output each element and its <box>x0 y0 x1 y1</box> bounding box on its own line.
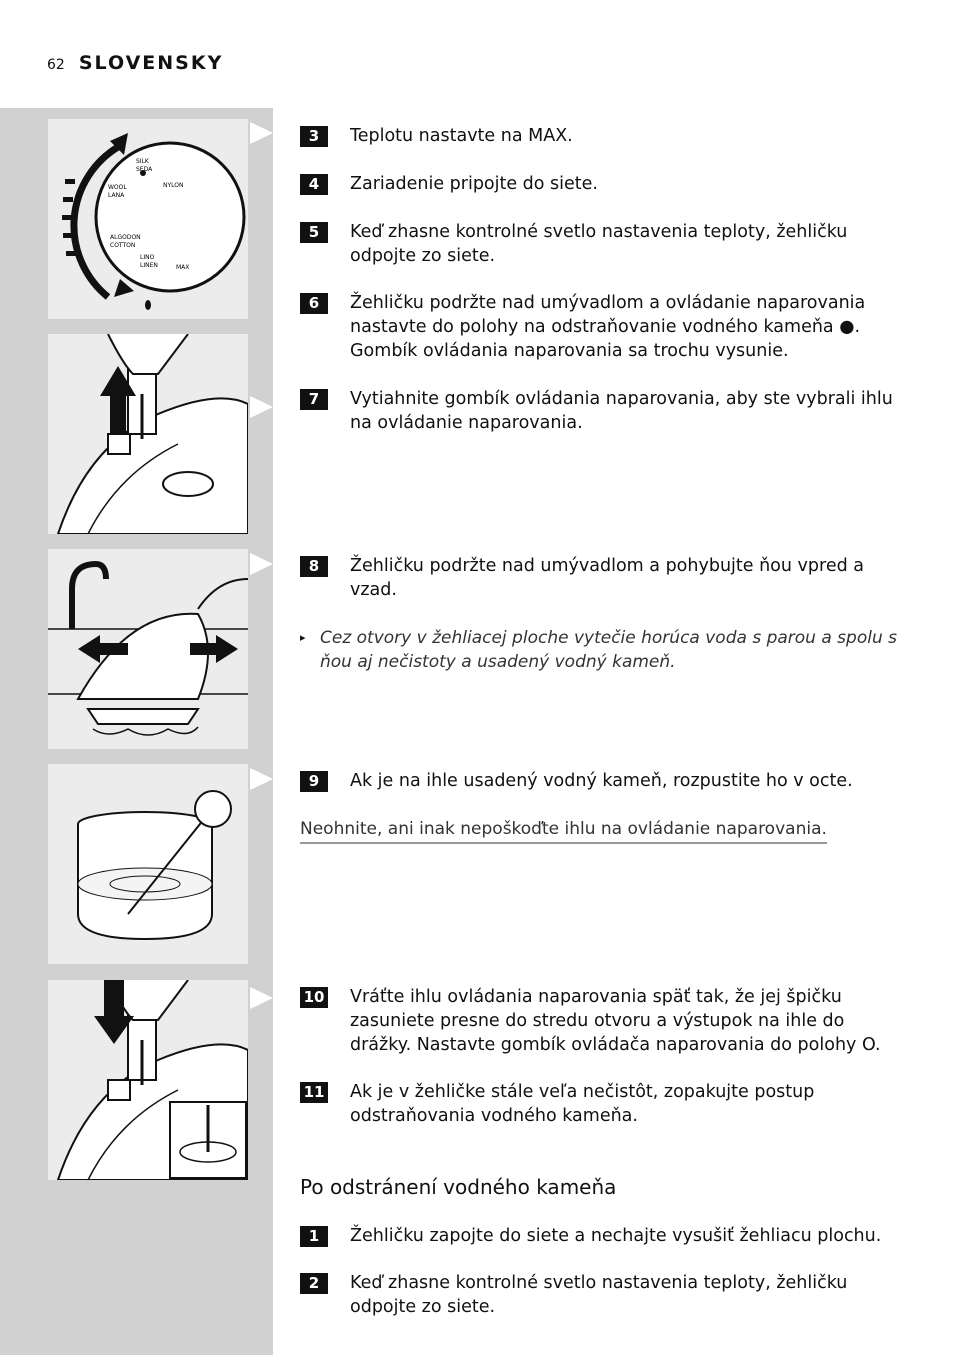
step-number: 10 <box>300 987 328 1008</box>
step-number: 7 <box>300 389 328 410</box>
illustration-reinsert-steam-needle <box>48 980 248 1180</box>
step-text: Keď zhasne kontrolné svetlo nastavenia teploty, žehličku odpojte zo siete. <box>350 222 848 266</box>
step-number: 8 <box>300 556 328 577</box>
dial-label-cotton: COTTON <box>110 242 136 249</box>
step-6 <box>300 291 910 363</box>
step-10 <box>300 985 910 1057</box>
step-number: 5 <box>300 222 328 243</box>
page-header <box>47 52 223 74</box>
dial-label-nylon: NYLON <box>163 182 184 189</box>
pointer-tab <box>250 122 273 144</box>
note-bullet: ▸ <box>300 631 306 644</box>
pointer-tab <box>250 396 273 418</box>
section-heading: Po odstránení vodného kameňa <box>300 1175 617 1199</box>
note-hot-water <box>300 626 900 674</box>
pointer-tab <box>250 553 273 575</box>
step-5 <box>300 220 910 268</box>
warning-text: Neohnite, ani inak nepoškoďte ihlu na ovládanie naparovania. <box>300 817 827 844</box>
illustration-remove-steam-needle <box>48 334 248 534</box>
dial-label-algodon: ALGODON <box>110 234 141 241</box>
step-3 <box>300 124 910 148</box>
step-number: 6 <box>300 293 328 314</box>
dial-label-lana: LANA <box>108 192 125 199</box>
step-text: Zariadenie pripojte do siete. <box>350 174 598 194</box>
step-number: 4 <box>300 174 328 195</box>
illustration-needle-in-vinegar <box>48 764 248 964</box>
step-9 <box>300 769 910 793</box>
dial-label-seda: SEDA <box>136 166 153 173</box>
dial-label-silk: SILK <box>136 158 149 165</box>
step-text: Žehličku podržte nad umývadlom a pohybujte ňou vpred a vzad. <box>350 556 864 600</box>
step-number: 3 <box>300 126 328 147</box>
step-number: 1 <box>300 1226 328 1247</box>
step-11 <box>300 1080 910 1128</box>
illustration-iron-over-sink <box>48 549 248 749</box>
dial-label-wool: WOOL <box>108 184 127 191</box>
step-text: Teplotu nastavte na MAX. <box>350 126 573 146</box>
step-number: 11 <box>300 1082 328 1103</box>
step-number: 9 <box>300 771 328 792</box>
step-text: Ak je v žehličke stále veľa nečistôt, zopakujte postup odstraňovania vodného kameňa. <box>350 1082 815 1126</box>
dial-label-lino: LINO <box>140 254 155 261</box>
step-number: 2 <box>300 1273 328 1294</box>
dial-label-max: MAX <box>176 264 190 271</box>
step-text: Žehličku podržte nad umývadlom a ovládanie naparovania nastavte do polohy na odstraňovanie vodného kameňa ●. Gombík ovládania naparovania sa trochu vysunie. <box>350 293 866 361</box>
step-text: Vráťte ihlu ovládania naparovania späť tak, že jej špičku zasuniete presne do stredu otvoru a výstupok na ihle do drážky. Nastavte gombík ovládača naparovania do polohy O. <box>350 987 881 1055</box>
step-text: Žehličku zapojte do siete a nechajte vysušiť žehliacu plochu. <box>350 1226 882 1246</box>
step-text: Vytiahnite gombík ovládania naparovania, aby ste vybrali ihlu na ovládanie naparovania. <box>350 389 893 433</box>
dial-label-linen: LINEN <box>140 262 158 269</box>
note-text: Cez otvory v žehliacej ploche vytečie horúca voda s parou a spolu s ňou aj nečistoty a usadený vodný kameň. <box>320 628 897 672</box>
step-7 <box>300 387 910 435</box>
language-title: SLOVENSKY <box>78 52 224 74</box>
illustration-temperature-dial <box>48 119 248 319</box>
step-4 <box>300 172 910 196</box>
step-8 <box>300 554 910 602</box>
step-text: Ak je na ihle usadený vodný kameň, rozpustite ho v octe. <box>350 771 853 791</box>
page-number: 62 <box>47 57 65 73</box>
pointer-tab <box>250 987 273 1009</box>
step-after-1 <box>300 1224 910 1248</box>
pointer-tab <box>250 768 273 790</box>
step-text: Keď zhasne kontrolné svetlo nastavenia teploty, žehličku odpojte zo siete. <box>350 1273 848 1317</box>
step-after-2 <box>300 1271 910 1319</box>
